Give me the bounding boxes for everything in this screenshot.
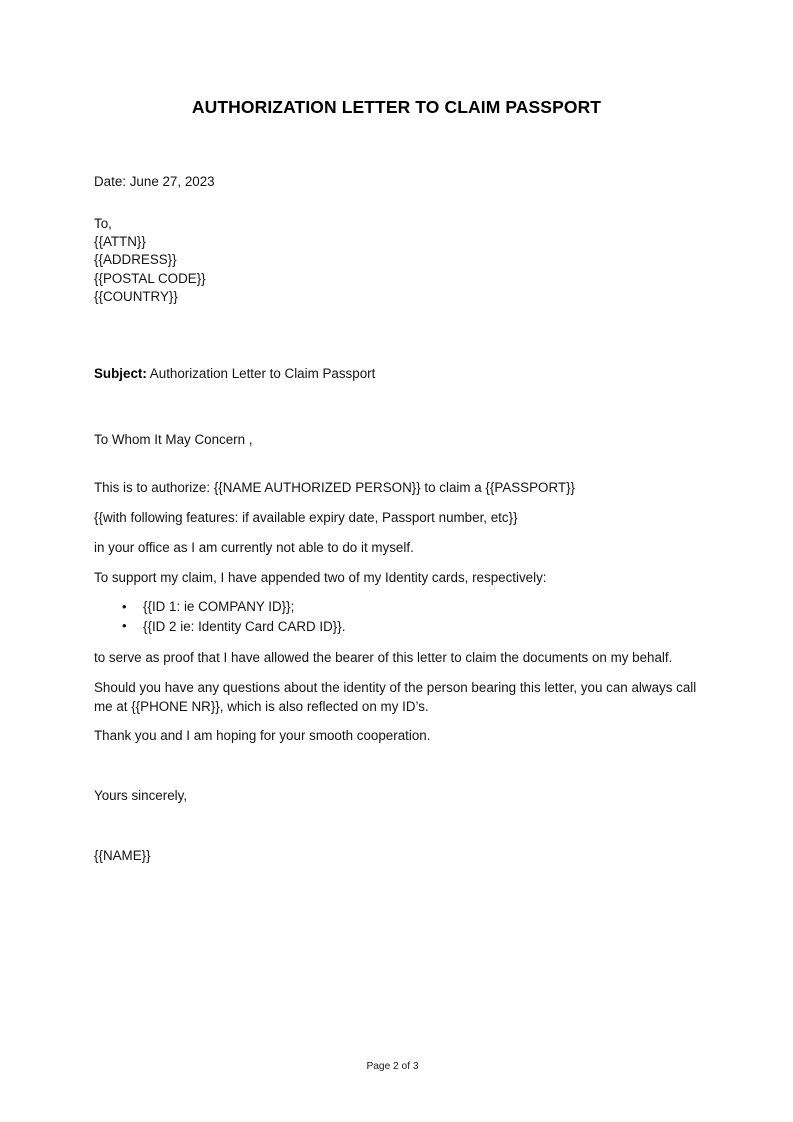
subject-line bbox=[94, 364, 698, 383]
recipient-postal-code: {{POSTAL CODE}} bbox=[94, 270, 206, 286]
recipient-address-block bbox=[94, 215, 494, 306]
list-item: • {{ID 1: ie COMPANY ID}}; bbox=[94, 597, 594, 617]
recipient-country: {{COUNTRY}} bbox=[94, 288, 178, 304]
body-paragraph-1: This is to authorize: {{NAME AUTHORIZED PERSON}} to claim a {{PASSPORT}} bbox=[94, 480, 576, 495]
body-paragraph-2: {{with following features: if available expiry date, Passport number, etc}} bbox=[94, 510, 518, 525]
signature-name: {{NAME}} bbox=[94, 848, 151, 863]
recipient-attn: {{ATTN}} bbox=[94, 234, 146, 250]
body-paragraph-5: to serve as proof that I have allowed the bearer of this letter to claim the documents on my behalf. bbox=[94, 650, 673, 665]
body-paragraph-6: Should you have any questions about the identity of the person bearing this letter, you can always call me at {{PHONE NR}}, which is also reflected on my ID’s. bbox=[94, 680, 697, 714]
body-paragraph-7: Thank you and I am hoping for your smooth cooperation. bbox=[94, 728, 431, 743]
list-item: • {{ID 2 ie: Identity Card CARD ID}}. bbox=[94, 617, 594, 637]
page-title: AUTHORIZATION LETTER TO CLAIM PASSPORT bbox=[191, 97, 602, 117]
subject-value: Authorization Letter to Claim Passport bbox=[146, 366, 376, 381]
body-paragraph-3: in your office as I am currently not able to do it myself. bbox=[94, 540, 414, 555]
valediction: Yours sincerely, bbox=[94, 788, 188, 803]
page-footer: Page 2 of 3 bbox=[366, 1061, 419, 1072]
salutation: To Whom It May Concern , bbox=[94, 432, 253, 447]
subject-label: Subject: bbox=[94, 366, 147, 381]
recipient-to-label: To, bbox=[94, 216, 112, 231]
date-line: Date: June 27, 2023 bbox=[94, 174, 215, 189]
recipient-address: {{ADDRESS}} bbox=[94, 252, 177, 268]
body-paragraph-4: To support my claim, I have appended two of my Identity cards, respectively: bbox=[94, 570, 547, 585]
identity-cards-list bbox=[94, 597, 594, 636]
